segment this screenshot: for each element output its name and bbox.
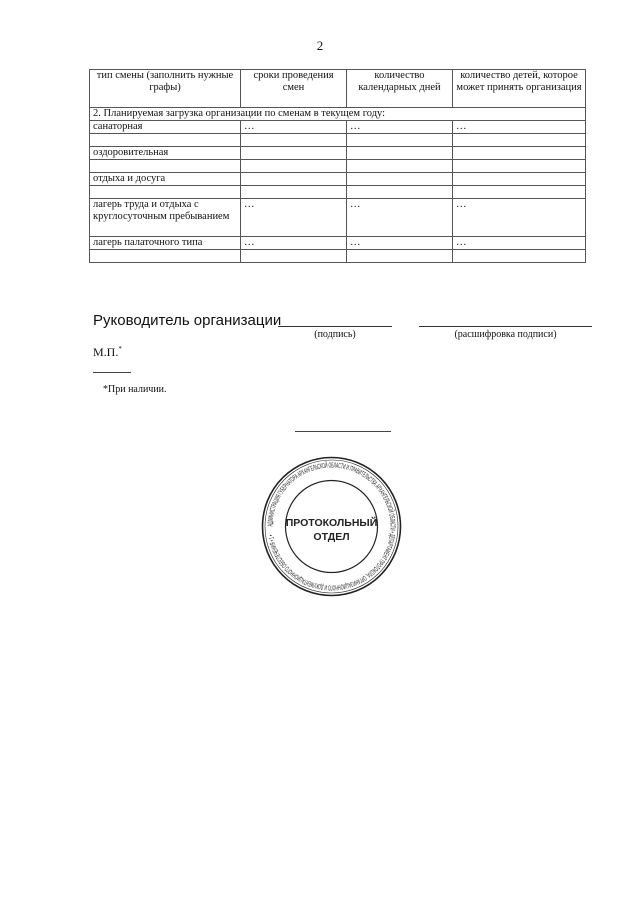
header-shift-type: тип смены (заполнить нужные графы)	[90, 70, 241, 108]
footnote-text: *При наличии.	[103, 384, 167, 395]
cell-period: …	[241, 199, 347, 237]
cell-children: …	[453, 121, 586, 134]
table-row	[90, 121, 586, 134]
end-separator	[295, 431, 391, 432]
cell-children: …	[453, 237, 586, 250]
stamp-center-line-2: ОТДЕЛ	[313, 531, 350, 543]
cell-shift-type: отдыха и досуга	[90, 173, 241, 186]
stamp-center-line-1: ПРОТОКОЛЬНЫЙ	[285, 517, 378, 529]
table-row	[90, 173, 586, 186]
table-title: 2. Планируемая загрузка организации по сменам в текущем году:	[90, 108, 586, 121]
header-shift-period: сроки проведения смен	[241, 70, 347, 108]
cell-children	[453, 173, 586, 186]
header-calendar-days: количество календарных дней	[347, 70, 453, 108]
footnote-marker: *	[118, 345, 122, 353]
table-row	[90, 237, 586, 250]
organization-stamp	[261, 456, 402, 597]
cell-shift-type: лагерь палаточного типа	[90, 237, 241, 250]
table-spacer-row	[90, 134, 586, 147]
table-row	[90, 147, 586, 160]
cell-period	[241, 147, 347, 160]
table-spacer-row	[90, 186, 586, 199]
cell-shift-type: санаторная	[90, 121, 241, 134]
cell-period: …	[241, 121, 347, 134]
cell-days: …	[347, 237, 453, 250]
stamp-outer-textpath: АДМИНИСТРАЦИЯ ГУБЕРНАТОРА АРХАНГЕЛЬСКОЙ ОБЛАСТИ И ПРАВИТЕЛЬСТВА АРХАНГЕЛЬСКОЙ ОБЛАСТИ • ДЕПАРТАМЕНТ ПРОТОКОЛА, ОРГАНИЗАЦИОННОГО И ДОКУМЕНТАЦИОННОГО ОБЕСПЕЧЕНИЯ • 1 •	[265, 460, 398, 593]
cell-children: …	[453, 199, 586, 237]
table-header-row	[90, 70, 586, 108]
footnote-separator	[93, 372, 131, 373]
cell-period	[241, 173, 347, 186]
shift-load-table	[89, 69, 586, 263]
cell-days: …	[347, 199, 453, 237]
signature-line	[278, 326, 392, 327]
cell-children	[453, 147, 586, 160]
leader-label: Руководитель организации	[93, 312, 282, 329]
page-number: 2	[316, 38, 324, 53]
table-row	[90, 199, 586, 237]
header-children-count: количество детей, которое может принять организация	[453, 70, 586, 108]
signature-caption: (подпись)	[314, 329, 356, 340]
cell-days	[347, 173, 453, 186]
table-spacer-row	[90, 250, 586, 263]
mp-text: М.П.	[93, 345, 119, 359]
table-spacer-row	[90, 160, 586, 173]
cell-days	[347, 147, 453, 160]
signature-decode-caption: (расшифровка подписи)	[454, 329, 557, 340]
cell-shift-type: лагерь труда и отдыха с круглосуточным пребыванием	[90, 199, 241, 237]
cell-period: …	[241, 237, 347, 250]
cell-shift-type: оздоровительная	[90, 147, 241, 160]
signature-decode-line	[419, 326, 592, 327]
cell-days: …	[347, 121, 453, 134]
seal-place-label	[93, 345, 122, 360]
